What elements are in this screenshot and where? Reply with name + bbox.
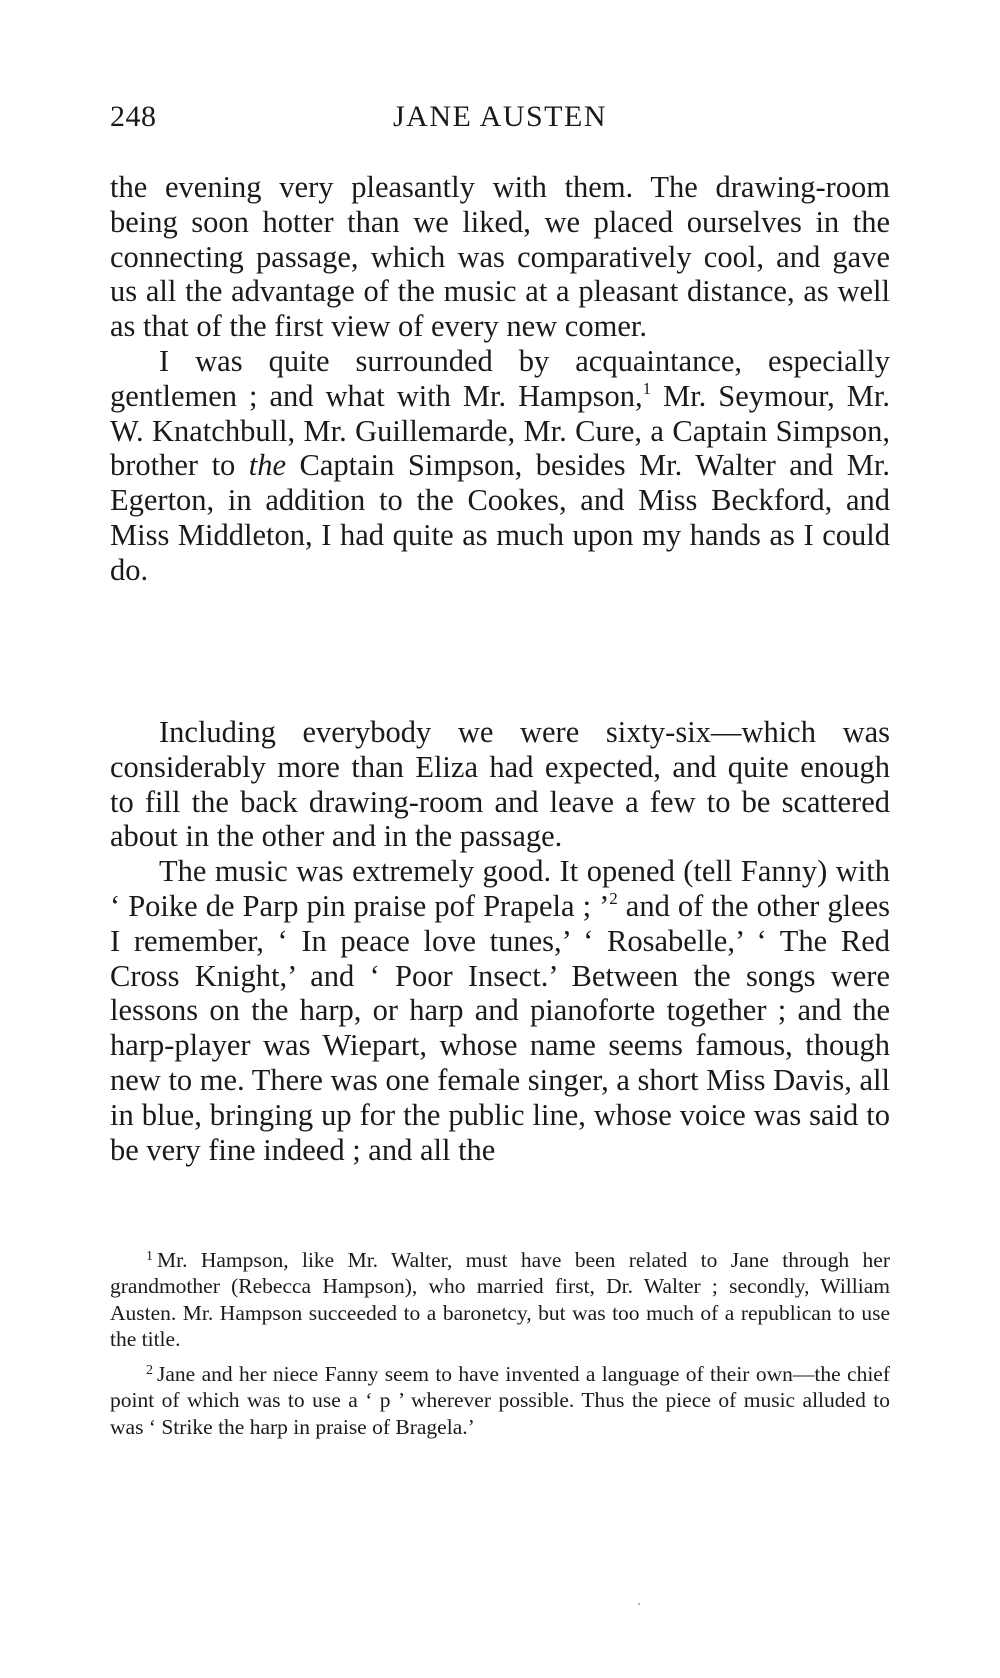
paragraph-text: The music was extremely good. It opened (tell Fanny) with ‘ Poike de Parp pin praise pof Prapela ; ’ — [110, 854, 890, 923]
footnote-text: Mr. Hampson, like Mr. Walter, must have been related to Jane through her grandmother (Rebecca Hampson), who married first, Dr. Walter ; secondly, William Austen. Mr. Hampson succeeded to a baronetcy, but was too much of a republican to use the title. — [110, 1248, 890, 1351]
footnote-marker: 2 — [146, 1363, 153, 1379]
footnotes — [110, 1244, 890, 1440]
paragraph-text: Captain Simpson, besides Mr. Walter and Mr. Egerton, in addition to the Cookes, and Miss Beckford, and Miss Middleton, I had quite as much upon my hands as I could do. — [110, 448, 890, 587]
page-number: 248 — [110, 100, 157, 133]
paragraph-text: I was quite surrounded by acquaintance, especially gentlemen ; and what with Mr. Hampson, — [110, 343, 890, 413]
running-head: JANE AUSTEN — [392, 100, 607, 133]
paragraph-continued: the evening very pleasantly with them. The drawing-room being soon hotter than we liked, we placed ourselves in the connecting passage, which was comparatively cool, and gave us all the advantage of the music at a pleasant distance, as well as that of the first view of every new comer. — [110, 170, 890, 344]
footnote-ref-1: 1 — [642, 378, 652, 398]
page-header — [110, 100, 890, 140]
paragraph-music — [110, 854, 890, 1167]
footnote-marker: 1 — [146, 1249, 153, 1264]
body-text-lower — [110, 715, 890, 1167]
emphasis-text: the — [248, 448, 287, 483]
body-text-upper — [110, 170, 890, 588]
footnote-1 — [110, 1244, 890, 1352]
footnote-2 — [110, 1358, 890, 1440]
paragraph-acquaintance — [110, 344, 890, 588]
paragraph-text: and of the other glees I remember, ‘ In peace love tunes,’ ‘ Rosabelle,’ ‘ The Red Cross Knight,’ and ‘ Poor Insect.’ Between the songs were lessons on the harp, or harp and pianoforte together ; and the harp-player was Wiepart, whose name seems famous, though new to me. There was one female singer, a short Miss Davis, all in blue, bringing up for the public line, whose voice was said to be very fine indeed ; and all the — [110, 888, 890, 1167]
footnote-ref-2: 2 — [609, 888, 618, 908]
paper-speck — [638, 1603, 640, 1605]
paragraph-text: Mr. Seymour, Mr. W. Knatchbull, Mr. Guillemarde, Mr. Cure, a Captain Simpson, brother to — [110, 378, 890, 483]
footnote-text: Jane and her niece Fanny seem to have invented a language of their own—the chief point of which was to use a ‘ p ’ wherever possible. Thus the piece of music alluded to was ‘ Strike the harp in praise of Bragela.’ — [110, 1362, 890, 1439]
paragraph-including: Including everybody we were sixty-six—which was considerably more than Eliza had expected, and quite enough to fill the back drawing-room and leave a few to be scattered about in the other and in the passage. — [110, 715, 890, 854]
